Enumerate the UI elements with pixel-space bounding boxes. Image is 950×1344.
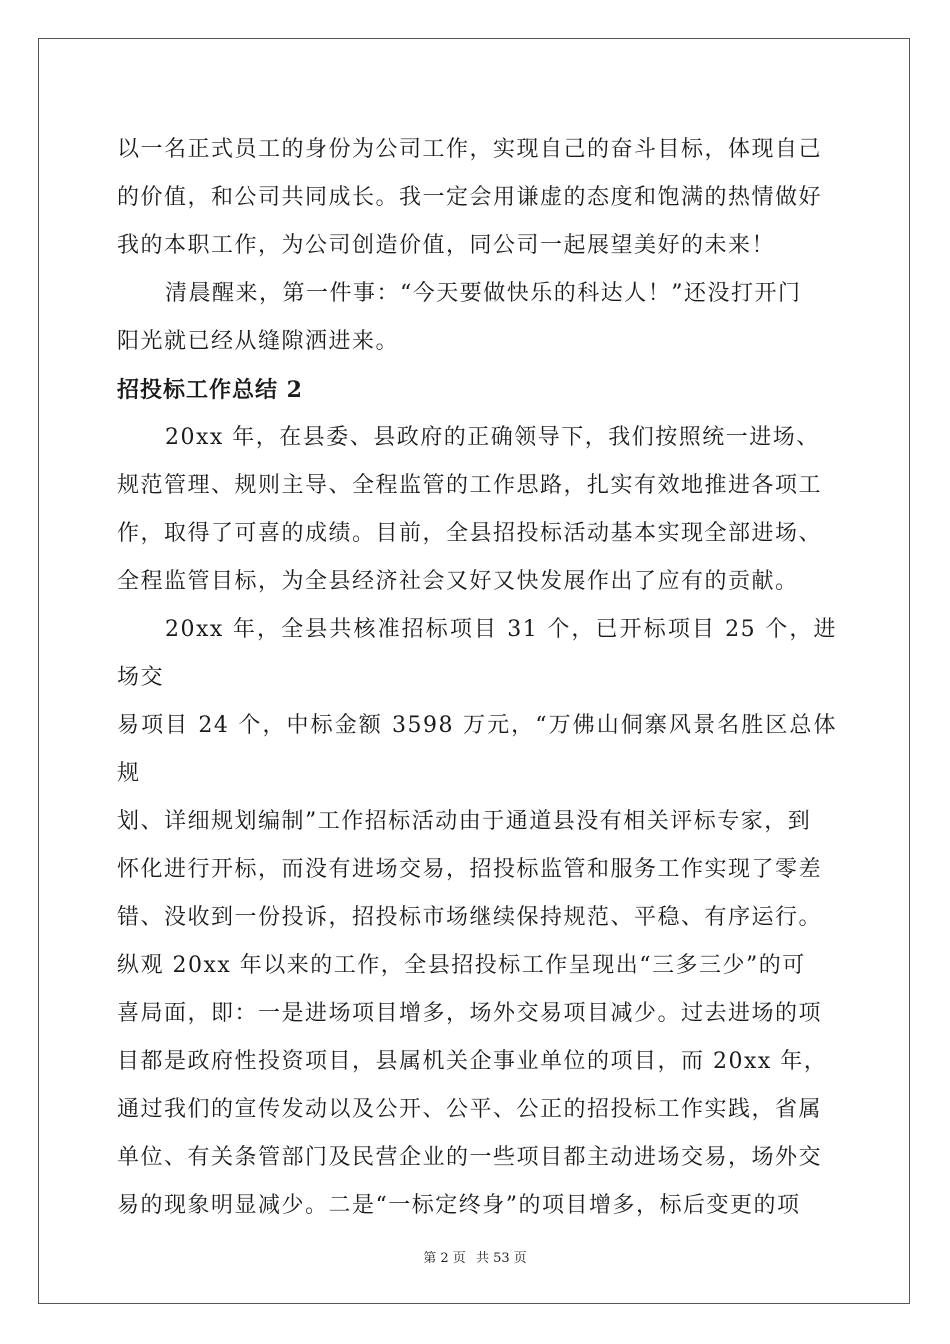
paragraph-line: 我的本职工作，为公司创造价值，同公司一起展望美好的未来！ xyxy=(117,233,776,258)
section-title: 招投标工作总结 2 xyxy=(117,377,303,403)
paragraph-line: 喜局面，即：一是进场项目增多，场外交易项目减少。过去进场的项 xyxy=(117,1001,823,1026)
paragraph-line: 目都是政府性投资项目，县属机关企事业单位的项目，而 20xx 年， xyxy=(117,1049,828,1074)
paragraph-line: 以一名正式员工的身份为公司工作，实现自己的奋斗目标，体现自己 xyxy=(117,137,823,162)
paragraph-line: 20xx 年，全县共核准招标项目 31 个，已开标项目 25 个，进场交 xyxy=(117,617,837,690)
paragraph-2 xyxy=(117,270,837,366)
paragraph-1 xyxy=(117,126,837,270)
paragraph-line: 错、没收到一份投诉，招投标市场继续保持规范、平稳、有序运行。 xyxy=(117,905,823,930)
paragraph-line: 单位、有关条管部门及民营企业的一些项目都主动进场交易，场外交 xyxy=(117,1145,823,1170)
paragraph-line: 怀化进行开标，而没有进场交易，招投标监管和服务工作实现了零差 xyxy=(117,857,823,882)
document-body xyxy=(117,126,837,1230)
paragraph-line: 通过我们的宣传发动以及公开、公平、公正的招投标工作实践，省属 xyxy=(117,1097,823,1122)
paragraph-line: 易的现象明显减少。二是“一标定终身”的项目增多，标后变更的项 xyxy=(117,1193,801,1218)
paragraph-line: 的价值，和公司共同成长。我一定会用谦虚的态度和饱满的热情做好 xyxy=(117,185,823,210)
paragraph-line: 易项目 24 个，中标金额 3598 万元，“万佛山侗寨风景名胜区总体规 xyxy=(117,713,837,786)
paragraph-4 xyxy=(117,606,837,942)
paragraph-line: 作，取得了可喜的成绩。目前，全县招投标活动基本实现全部进场、 xyxy=(117,521,823,546)
paragraph-line: 规范管理、规则主导、全程监管的工作思路，扎实有效地推进各项工 xyxy=(117,473,823,498)
paragraph-line: 划、详细规划编制”工作招标活动由于通道县没有相关评标专家，到 xyxy=(117,809,812,834)
paragraph-line: 20xx 年，在县委、县政府的正确领导下，我们按照统一进场、 xyxy=(165,425,820,450)
paragraph-line: 阳光就已经从缝隙洒进来。 xyxy=(117,329,400,354)
page-footer xyxy=(0,1247,950,1266)
paragraph-3 xyxy=(117,414,837,606)
paragraph-5 xyxy=(117,942,837,1230)
page-total: 共 53 页 xyxy=(475,1251,527,1266)
page-number: 第 2 页 xyxy=(423,1251,466,1266)
paragraph-line: 清晨醒来，第一件事：“今天要做快乐的科达人！”还没打开门 xyxy=(165,281,802,306)
paragraph-line: 全程监管目标，为全县经济社会又好又快发展作出了应有的贡献。 xyxy=(117,569,799,594)
paragraph-line: 纵观 20xx 年以来的工作，全县招投标工作呈现出“三多三少”的可 xyxy=(117,953,806,978)
